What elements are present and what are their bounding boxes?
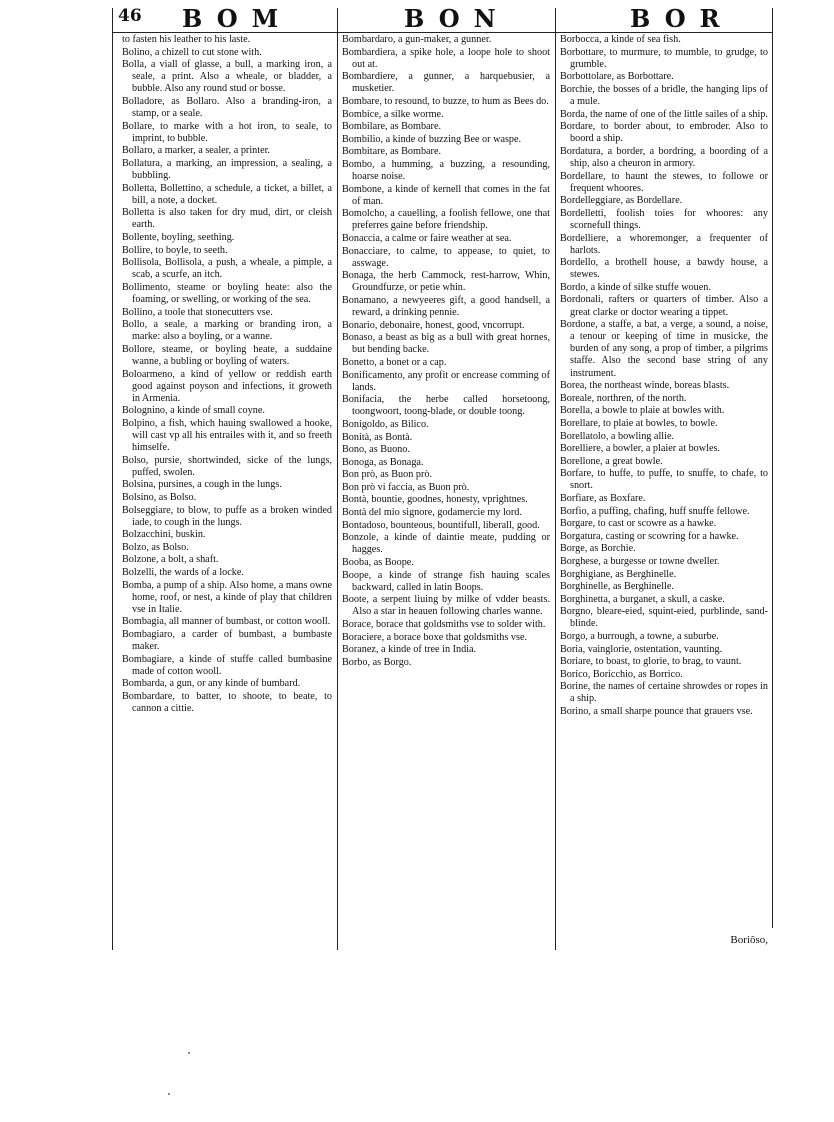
dictionary-entry: Bombilare, as Bombare.: [342, 121, 442, 133]
dictionary-entry: Boote, a serpent liuing by milke of vdder beasts. Also a star in heauen following charles wanne.: [342, 594, 550, 618]
dictionary-entry: Bonaga, the herb Cammock, rest-harrow, Whin, Groundfurze, or petie whin.: [342, 270, 550, 294]
dictionary-entry: Bonaso, a beast as big as a bull with great hornes, but bending backe.: [342, 332, 550, 356]
catchword: Boriôso,: [730, 934, 768, 946]
column-rule-right: [772, 8, 773, 928]
dictionary-entry: Bordelletti, foolish toies for whoores: any scornefull things.: [560, 207, 768, 231]
dictionary-entry: Boriare, to boast, to glorie, to brag, to vaunt.: [560, 656, 742, 668]
dictionary-entry: Bollore, steame, or boyling heate, a suddaine wanne, a bubling or boyling of waters.: [122, 343, 332, 367]
dictionary-entry: Bonoga, as Bonaga.: [342, 456, 424, 468]
dictionary-entry: Boreale, northren, of the north.: [560, 392, 687, 404]
dictionary-entry: Bolletta, Bollettino, a schedule, a ticket, a billet, a bill, a note, a docket.: [122, 182, 332, 206]
dictionary-entry: Bonetto, a bonet or a cap.: [342, 356, 447, 368]
dictionary-entry: Borino, a small sharpe pounce that grauers vse.: [560, 706, 753, 718]
dictionary-entry: Bordelleggiare, as Bordellare.: [560, 195, 683, 207]
dictionary-entry: Bordellare, to haunt the stewes, to followe or frequent whoores.: [560, 170, 768, 194]
dictionary-entry: Borellone, a great bowle.: [560, 455, 663, 467]
dictionary-entry: Bordatura, a border, a bordring, a boording of a ship, also a cheuron in armory.: [560, 145, 768, 169]
dictionary-entry: Bordelliere, a whoremonger, a frequenter of harlots.: [560, 232, 768, 256]
dictionary-entry: Bolino, a chizell to cut stone with.: [122, 46, 262, 58]
column-right: [560, 34, 768, 719]
dictionary-entry: Bonzole, a kinde of daintie meate, pudding or hagges.: [342, 532, 550, 556]
dictionary-entry: Bolladore, as Bollaro. Also a branding-iron, a stamp, or a seale.: [122, 95, 332, 120]
dictionary-entry: Booba, as Boope.: [342, 556, 414, 568]
paper-speck: [168, 1093, 170, 1095]
dictionary-entry: Borico, Boricchio, as Borrico.: [560, 668, 683, 680]
dictionary-entry: to fasten his leather to his laste.: [122, 34, 251, 45]
dictionary-entry: Bollo, a seale, a marking or branding iron, a marke: also a boyling, or a wanne.: [122, 319, 332, 343]
column-center: [342, 34, 550, 669]
column-rule-2: [555, 8, 556, 950]
dictionary-entry: Borbocca, a kinde of sea fish.: [560, 34, 681, 45]
dictionary-entry: Boloarmeno, a kind of yellow or reddish earth good against poyson and infections, it groweth in Armenia.: [122, 368, 332, 404]
dictionary-entry: Borgno, bleare-eied, squint-eied, purblinde, sand-blinde.: [560, 606, 768, 630]
dictionary-entry: Bollatura, a marking, an impression, a sealing, a bubbling.: [122, 157, 332, 182]
dictionary-entry: Bombagia, all manner of bumbast, or cotton wooll.: [122, 616, 331, 628]
dictionary-entry: Bonità, as Bontà.: [342, 431, 413, 443]
dictionary-entry: Bonario, debonaire, honest, good, vncorrupt.: [342, 319, 525, 331]
dictionary-entry: Boraciere, a borace boxe that goldsmiths vse.: [342, 631, 528, 643]
dictionary-entry: Boranez, a kinde of tree in India.: [342, 644, 477, 656]
dictionary-entry: Bomolcho, a cauelling, a foolish fellowe, one that preferres gaine before friendship.: [342, 208, 550, 232]
dictionary-entry: Bon prò, as Buon prò.: [342, 469, 432, 481]
dictionary-entry: Bombardiere, a gunner, a harquebusier, a musketier.: [342, 71, 550, 95]
dictionary-entry: Borghigiane, as Berghinelle.: [560, 568, 677, 580]
page-number: 46: [118, 6, 142, 26]
dictionary-entry: Borgo, a burrough, a towne, a suburbe.: [560, 631, 719, 642]
dictionary-entry: Bollare, to marke with a hot iron, to seale, to imprint, to bubble.: [122, 120, 332, 144]
dictionary-entry: Bolzone, a bolt, a shaft.: [122, 554, 219, 566]
running-head-center: BON: [404, 4, 510, 33]
dictionary-entry: Borace, borace that goldsmiths vse to solder with.: [342, 618, 546, 630]
dictionary-entry: Bollisola, Bollisola, a push, a wheale, a pimple, a scab, a scurfe, an itch.: [122, 257, 332, 281]
dictionary-entry: Bonaccia, a calme or faire weather at sea.: [342, 233, 512, 244]
running-head-left: BOM: [182, 4, 293, 33]
dictionary-entry: Bomba, a pump of a ship. Also home, a mans owne home, roof, or nest, a kinde of play that children vse in Italie.: [122, 579, 332, 615]
dictionary-entry: Bolpino, a fish, which hauing swallowed a hooke, will cast vp all his entrailes with it, and so freeth himselfe.: [122, 417, 332, 454]
dictionary-entry: Bordone, a staffe, a bat, a verge, a sound, a noise, a tenour or keeping of time in musicke, the burden of any song, a prop of timber, a pilgrims staffe. Also the second base string of any instrument.: [560, 319, 768, 379]
dictionary-entry: Bombardaro, a gun-maker, a gunner.: [342, 34, 492, 45]
dictionary-entry: Bolzelli, the wards of a locke.: [122, 567, 244, 579]
dictionary-entry: Borea, the northeast winde, boreas blasts.: [560, 380, 730, 392]
dictionary-entry: Bontà del mio signore, godamercie my lord.: [342, 507, 522, 519]
column-left: [122, 34, 332, 716]
dictionary-entry: Borge, as Borchie.: [560, 543, 636, 555]
dictionary-entry: Bordare, to border about, to embroder. Also to boord a ship.: [560, 121, 768, 145]
dictionary-entry: Bonacciare, to calme, to appease, to quiet, to asswage.: [342, 245, 550, 269]
dictionary-entry: Bollino, a toole that stonecutters vse.: [122, 306, 273, 318]
dictionary-entry: Boria, vainglorie, ostentation, vaunting.: [560, 643, 723, 655]
dictionary-entry: Bolsino, as Bolso.: [122, 491, 197, 503]
column-rule-1: [337, 8, 338, 950]
dictionary-entry: Borghinetta, a burganet, a skull, a caske.: [560, 593, 725, 605]
dictionary-entry: Bombardare, to batter, to shoote, to beate, to cannon a cittie.: [122, 690, 332, 715]
dictionary-entry: Bontadoso, bounteous, bountifull, liberall, good.: [342, 519, 540, 531]
dictionary-entry: Borbottare, to murmure, to mumble, to grudge, to grumble.: [560, 46, 768, 70]
dictionary-entry: Bordonali, rafters or quarters of timber. Also a great clarke or doctor wearing a tippet.: [560, 294, 768, 318]
dictionary-entry: Bollire, to boyle, to seeth.: [122, 244, 228, 256]
dictionary-entry: Bonificamento, any profit or encrease comming of lands.: [342, 369, 550, 393]
dictionary-entry: Bombagiaro, a carder of bumbast, a bumbaste maker.: [122, 629, 332, 653]
dictionary-entry: Bombone, a kinde of kernell that comes in the fat of man.: [342, 183, 550, 207]
dictionary-entry: Borfare, to huffe, to puffe, to snuffe, to chafe, to snort.: [560, 468, 768, 492]
dictionary-entry: Bontà, bountie, goodnes, honesty, vprightnes.: [342, 494, 528, 506]
dictionary-entry: Bombare, to resound, to buzze, to hum as Bees do.: [342, 95, 549, 107]
dictionary-entry: Bordello, a brothell house, a bawdy house, a stewes.: [560, 257, 768, 281]
dictionary-entry: Bollente, boyling, seething.: [122, 232, 235, 243]
dictionary-entry: Borgatura, casting or scowring for a hawke.: [560, 530, 739, 542]
dictionary-entry: Bollimento, steame or boyling heate: also the foaming, or swelling, or working of the sea.: [122, 281, 332, 305]
dictionary-entry: Bolla, a viall of glasse, a bull, a marking iron, a seale, a print. Also a wheale, or bladder, a bubble. Also any round stud or bosse.: [122, 59, 332, 95]
dictionary-entry: Borfio, a puffing, chafing, huff snuffe fellowe.: [560, 505, 750, 517]
dictionary-entry: Bombo, a humming, a buzzing, a resounding, hoarse noise.: [342, 158, 550, 183]
dictionary-entry: Bordo, a kinde of silke stuffe wouen.: [560, 281, 711, 293]
dictionary-entry: Borine, the names of certaine shrowdes or ropes in a ship.: [560, 681, 768, 705]
dictionary-entry: Bolzacchini, buskin.: [122, 529, 206, 541]
dictionary-entry: Bonamano, a newyeeres gift, a good handsell, a reward, a drinking pennie.: [342, 294, 550, 319]
dictionary-entry: Borbo, as Borgo.: [342, 656, 412, 668]
dictionary-entry: Borgare, to cast or scowre as a hawke.: [560, 518, 717, 530]
page-header: [112, 4, 772, 32]
header-rule: [112, 32, 772, 33]
dictionary-entry: Borbottolare, as Borbottare.: [560, 71, 674, 83]
dictionary-entry: Bon prò vi faccia, as Buon prò.: [342, 481, 470, 493]
dictionary-entry: Bonifacia, the herbe called horsetoong, toongwoort, toong-blade, or double toong.: [342, 394, 550, 418]
dictionary-entry: Borfiare, as Boxfare.: [560, 492, 646, 504]
dictionary-entry: Bombilio, a kinde of buzzing Bee or waspe.: [342, 133, 522, 145]
dictionary-entry: Borellatolo, a bowling allie.: [560, 430, 675, 442]
dictionary-entry: Bonigoldo, as Bilico.: [342, 418, 429, 430]
dictionary-entry: Borellare, to plaie at bowles, to bowle.: [560, 417, 718, 429]
dictionary-entry: Bombagiare, a kinde of stuffe called bumbasine made of cotton wooll.: [122, 653, 332, 677]
dictionary-entry: Bolognino, a kinde of small coyne.: [122, 405, 265, 417]
dictionary-entry: Bolso, pursie, shortwinded, sicke of the lungs, puffed, swolen.: [122, 454, 332, 478]
dictionary-entry: Bono, as Buono.: [342, 444, 410, 456]
dictionary-entry: Borghese, a burgesse or towne dweller.: [560, 555, 720, 567]
dictionary-entry: Bolzo, as Bolso.: [122, 541, 189, 553]
dictionary-entry: Bolseggiare, to blow, to puffe as a broken winded iade, to cough in the lungs.: [122, 504, 332, 528]
dictionary-entry: Bolsina, pursines, a cough in the lungs.: [122, 479, 282, 491]
column-rule-left: [112, 8, 113, 950]
dictionary-entry: Borda, the name of one of the little sailes of a ship.: [560, 108, 768, 120]
dictionary-entry: Borghinelle, as Berghinelle.: [560, 581, 674, 593]
dictionary-entry: Borella, a bowle to plaie at bowles with.: [560, 405, 725, 417]
dictionary-entry: Borelliere, a bowler, a plaier at bowles.: [560, 443, 720, 455]
dictionary-entry: Bombardiera, a spike hole, a loope hole to shoot out at.: [342, 46, 550, 70]
dictionary-entry: Bollaro, a marker, a sealer, a printer.: [122, 145, 270, 157]
dictionary-entry: Borchie, the bosses of a bridle, the hanging lips of a mule.: [560, 83, 768, 107]
dictionary-entry: Bombice, a silke worme.: [342, 108, 444, 120]
dictionary-entry: Bombitare, as Bombare.: [342, 146, 442, 158]
dictionary-entry: Boope, a kinde of strange fish hauing scales backward, called in latin Boops.: [342, 569, 550, 593]
running-head-right: BOR: [630, 4, 734, 33]
dictionary-entry: Bombarda, a gun, or any kinde of bumbard.: [122, 678, 301, 690]
paper-speck: [188, 1052, 190, 1054]
dictionary-entry: Bolletta is also taken for dry mud, dirt, or cleish earth.: [122, 207, 332, 231]
